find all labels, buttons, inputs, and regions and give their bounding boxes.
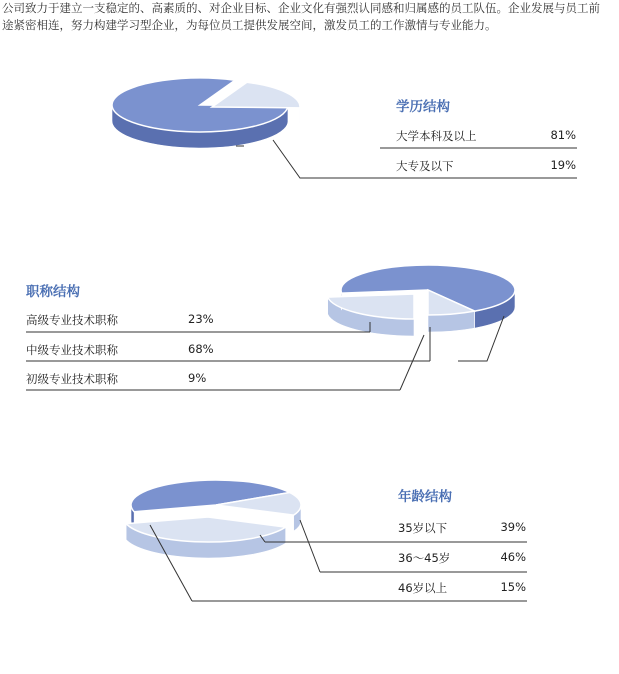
pie-0 [112, 78, 300, 148]
legend-label: 中级专业技术职称 [26, 343, 118, 357]
legend-label: 大学本科及以上 [396, 129, 477, 143]
pie-2 [126, 480, 301, 558]
legend-value: 68% [188, 342, 214, 356]
legend-label: 初级专业技术职称 [26, 372, 118, 386]
intro-paragraph: 公司致力于建立一支稳定的、高素质的、对企业目标、企业文化有强烈认同感和归属感的员工队伍。企业发展与员工前途紧密相连，努力构建学习型企业，为每位员工提供发展空间，激发员工的工作激情与专业能力。 [2, 1, 600, 32]
legend-label: 36～45岁 [398, 551, 451, 565]
legend-value: 46% [500, 550, 526, 564]
legend-value: 39% [500, 520, 526, 534]
legend-label: 高级专业技术职称 [26, 313, 118, 327]
leader-line [300, 520, 320, 572]
chart-title: 学历结构 [396, 99, 450, 115]
leader-line [400, 335, 424, 390]
legend-label: 35岁以下 [398, 521, 448, 535]
pie-1 [328, 265, 515, 336]
chart-title: 年龄结构 [398, 489, 452, 505]
legend-label: 大专及以下 [396, 159, 454, 173]
legend-label: 46岁以上 [398, 581, 448, 595]
legend-value: 9% [188, 371, 207, 385]
leader-line [273, 140, 380, 178]
legend-value: 15% [500, 580, 526, 594]
legend-value: 23% [188, 312, 214, 326]
legend-value: 81% [550, 128, 576, 142]
legend-value: 19% [550, 158, 576, 172]
chart-title: 职称结构 [26, 284, 80, 300]
